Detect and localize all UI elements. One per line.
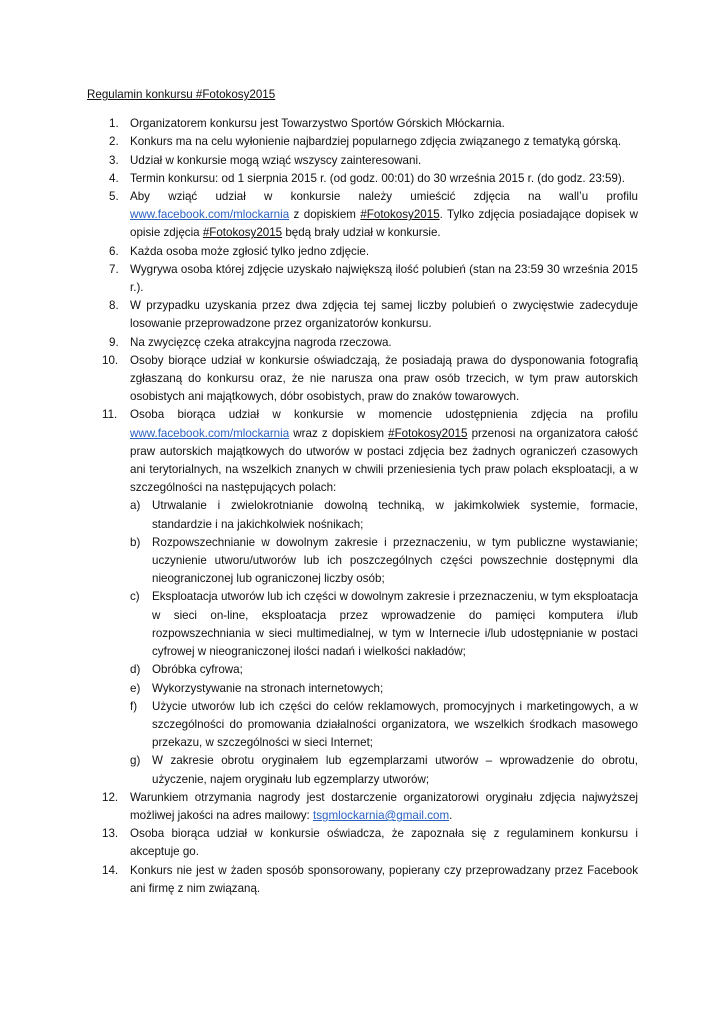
rule-number: 9. <box>109 335 119 349</box>
rule-number: 7. <box>109 262 119 276</box>
sub-item-text: Utrwalanie i zwielokrotnianie dowolną techniką, w jakimkolwiek systemie, formacie, standardzie i na jakichkolwiek nośnikach; <box>152 499 638 531</box>
rule-item-5 <box>87 188 638 243</box>
rule-text: Osoby biorące udział w konkursie oświadczają, że posiadają prawa do dysponowania fotografią zgłaszaną do konkursu oraz, że nie narusza ona praw osób trzecich, w tym praw autorskich osobistych ani majątkowych, dóbr osobistych, praw do znaków towarowych. <box>130 353 638 404</box>
sub-item-f <box>130 698 638 753</box>
rule-text: Udział w konkursie mogą wziąć wszyscy zainteresowani. <box>130 153 422 167</box>
sub-item-b <box>130 534 638 589</box>
rule-text: przenosi na organizatora całość praw autorskich majątkowych do utworów w postaci zdjęcia bez żadnych ograniczeń czasowych ani terytorialnych, na wszelkich znanych w chwili przeniesienia tych praw polach eksploatacji, a w szczególności na następujących polach: <box>130 426 638 495</box>
sub-item-text: W zakresie obrotu oryginałem lub egzemplarzami utworów – wprowadzenie do obrotu, użyczenie, najem oryginału lub egzemplarzy utworów; <box>152 754 638 786</box>
sub-item-text: Eksploatacja utworów lub ich części w dowolnym zakresie i przeznaczeniu, w tym eksploatacja w sieci on-line, eksploatacja przez wprowadzenie do pamięci komputera i/lub rozpowszechniania w sieci multimedialnej, w tym w Internecie i/lub udostępnianie w postaci cyfrowej w nieograniczonej ilości nadań i wielkości nakładów; <box>152 590 638 659</box>
sub-item-a <box>130 497 638 533</box>
rule-text: W przypadku uzyskania przez dwa zdjęcia tej samej liczby polubień o zwycięstwie zadecyduje losowanie przeprowadzone przez organizatorów konkursu. <box>130 299 638 331</box>
rule-number: 3. <box>109 153 119 167</box>
sub-item-c <box>130 588 638 661</box>
sub-item-e <box>130 680 638 698</box>
sub-item-letter: c) <box>130 590 140 604</box>
rule-number: 2. <box>109 135 119 149</box>
hashtag: #Fotokosy2015 <box>388 426 468 440</box>
sub-item-text: Użycie utworów lub ich części do celów reklamowych, promocyjnych i marketingowych, a w szczególności do promowania działalności organizatora, we wszelkich środkach masowego przekazu, w szczególności w sieci Internet; <box>152 699 638 750</box>
rule-text: Wygrywa osoba której zdjęcie uzyskało największą ilość polubień (stan na 23:59 30 września 2015 r.). <box>130 262 638 295</box>
rule-text: . Tylko zdjęcia posiadające dopisek w opisie zdjęcia <box>130 208 639 240</box>
rule-item-1 <box>87 115 638 133</box>
rule-item-13 <box>87 825 638 861</box>
rule-text: Warunkiem otrzymania nagrody jest dostarczenie organizatorowi oryginału zdjęcia najwyższej możliwej jakości na adres mailowy: <box>130 790 638 822</box>
rule-text: Konkurs ma na celu wyłonienie najbardziej popularnego zdjęcia związanego z tematyką górską. <box>130 135 622 149</box>
rule-item-6 <box>87 243 638 261</box>
sub-item-letter: d) <box>130 663 141 677</box>
rules-list <box>87 115 638 898</box>
hashtag: #Fotokosy2015 <box>360 208 440 222</box>
hashtag: #Fotokosy2015 <box>202 226 283 240</box>
rule-number: 11. <box>102 408 118 422</box>
rule-text: Organizatorem konkursu jest Towarzystwo Sportów Górskich Młóckarnia. <box>130 117 505 131</box>
fields-of-exploitation-list <box>130 497 638 788</box>
contact-email-link[interactable]: tsgmlockarnia@gmail.com <box>313 808 450 822</box>
sub-item-d <box>130 661 638 679</box>
rule-text: Termin konkursu: od 1 sierpnia 2015 r. (od godz. 00:01) do 30 września 2015 r. (do godz. 23:59). <box>130 171 625 185</box>
facebook-profile-link[interactable]: www.facebook.com/mlockarnia <box>130 208 290 222</box>
rule-item-14 <box>87 862 638 898</box>
sub-item-letter: a) <box>130 499 141 513</box>
rule-item-10 <box>87 352 638 407</box>
rule-number: 13. <box>102 827 119 841</box>
facebook-profile-link[interactable]: www.facebook.com/mlockarnia <box>130 426 290 440</box>
rule-text: Konkurs nie jest w żaden sposób sponsorowany, popierany czy przeprowadzany przez Facebook ani firmę z nim związaną. <box>130 863 638 895</box>
rule-text: z dopiskiem <box>289 208 361 222</box>
rule-number: 4. <box>109 171 119 185</box>
rule-text: wraz z dopiskiem <box>289 426 389 440</box>
rule-text: Aby wziąć udział w konkursie należy umieścić zdjęcia na wall’u profilu <box>130 190 638 204</box>
rule-number: 14. <box>102 863 119 877</box>
rule-number: 1. <box>109 117 119 131</box>
sub-item-letter: b) <box>130 535 141 549</box>
sub-item-text: Rozpowszechnianie w dowolnym zakresie i przeznaczeniu, w tym publiczne wystawianie; uczynienie utworu/utworów lub ich poszczególnych części powszechnie dostępnymi dla nieograniczonej lub ograniczonej liczby osób; <box>152 535 638 586</box>
document-title: Regulamin konkursu #Fotokosy2015 <box>87 88 276 101</box>
rule-number: 8. <box>109 299 119 313</box>
rule-number: 10. <box>102 353 119 367</box>
rule-number: 12. <box>102 790 119 804</box>
rule-text: Osoba biorąca udział w konkursie w momencie udostępnienia zdjęcia na profilu <box>130 408 638 422</box>
rule-item-12 <box>87 789 638 825</box>
rule-item-8 <box>87 297 638 333</box>
rule-item-11 <box>87 406 638 788</box>
rule-text: Każda osoba może zgłosić tylko jedno zdjęcie. <box>130 244 370 258</box>
rule-item-9 <box>87 334 638 352</box>
sub-item-text: Obróbka cyfrowa; <box>152 663 243 677</box>
rule-item-4 <box>87 170 638 188</box>
sub-item-text: Wykorzystywanie na stronach internetowych; <box>152 681 384 695</box>
rule-text: Osoba biorąca udział w konkursie oświadcza, że zapoznała się z regulaminem konkursu i akceptuje go. <box>130 827 638 859</box>
sub-item-g <box>130 752 638 788</box>
rule-item-2 <box>87 133 638 151</box>
rule-item-7 <box>87 261 638 297</box>
sub-item-letter: g) <box>130 754 141 768</box>
sub-item-letter: f) <box>130 699 138 713</box>
rule-text: będą brały udział w konkursie. <box>282 226 441 240</box>
rule-number: 6. <box>109 244 119 258</box>
rule-item-3 <box>87 152 638 170</box>
rule-number: 5. <box>109 190 119 204</box>
sub-item-letter: e) <box>130 681 141 695</box>
rule-text: Na zwycięzcę czeka atrakcyjna nagroda rzeczowa. <box>130 335 392 349</box>
rule-text: . <box>449 808 453 822</box>
